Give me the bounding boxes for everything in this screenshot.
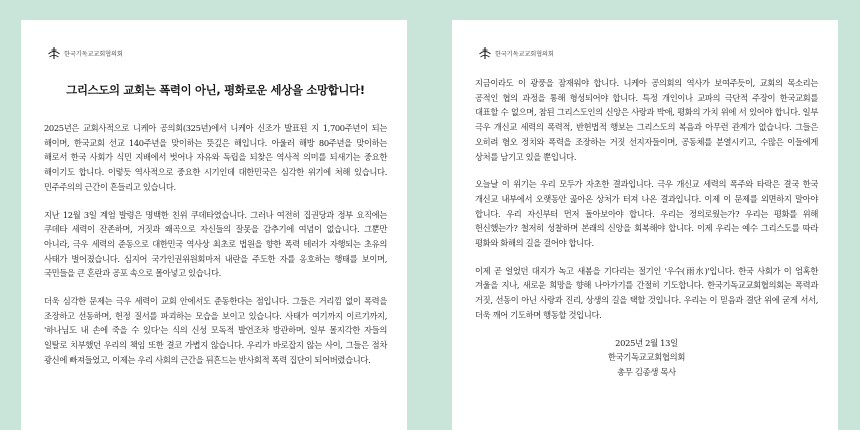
paragraph: 더욱 심각한 문제는 극우 세력이 교회 안에서도 준동한다는 점입니다. 그들은 거리낌 없이 폭력을 조장하고 선동하며, 헌정 질서를 파괴하는 모습을 보이고 있습니다. 사태가 여기까지 이르기까지, '하나님도 내 손에 죽을 수 있다'는 식의 신성 모독적 발언조차 방관하며, 일부 몰지각한 자들의 일탈로 치부했던 우리의 책임 또한 결코 가볍지 않습니다. 우리가 바로잡지 않는 사이, 그들은 점차 광신에 빠져들었고, 이제는 우리 사회의 근간을 뒤흔드는 반사회적 폭력 집단이 되어버렸습니다. xyxy=(44,296,387,365)
signatory-name: 총무 김종생 목사 xyxy=(617,366,676,377)
statement-date: 2025년 2월 13일 xyxy=(615,337,678,348)
letterhead-org-name: 한국기독교교회협의회 xyxy=(64,50,123,58)
paragraph: 오늘날 이 위기는 우리 모두가 자초한 결과입니다. 극우 개신교 세력의 폭주와 타락은 결국 한국 개신교 내부에서 오랫동안 곪아온 상처가 터져 나온 결과입니다. 이제 이 문제를 외면하지 말아야 합니다. 우리 자신부터 먼저 돌아보아야 합니다. 우리는 정의로웠는가? 우리는 평화를 위해 헌신했는가? 철저히 성찰하며 본래의 신앙을 회복해야 합니다. 이제 우리는 예수 그리스도를 따라 평화와 화해의 길을 걸어야 합니다. xyxy=(475,179,818,249)
letterhead-org-name: 한국기독교교회협의회 xyxy=(495,50,554,58)
ncck-logo-icon xyxy=(478,46,492,60)
paragraph: 지금이라도 이 광풍을 잠재워야 합니다. 니케아 공의회의 역사가 보여주듯이, 교회의 목소리는 공적인 협의 과정을 통해 형성되어야 합니다. 특정 개인이나 교파의 극단적 주장이 한국교회를 대표할 수 없으며, 참된 그리스도인의 신앙은 사랑과 박애, 평화의 가치 위에 서 있어야 합니다. 일부 극우 개신교 세력의 폭력적, 반헌법적 행보는 그리스도의 복음과 아무런 관계가 없습니다. 그들은 오히려 혐오 정치와 폭력을 조장하는 거짓 선지자들이며, 공동체를 분열시키고, 수많은 이들에게 상처를 남기고 있을 뿐입니다. xyxy=(475,78,818,162)
signature-org: 한국기독교교회협의회 xyxy=(607,352,686,363)
signature-block xyxy=(475,336,818,380)
statement-page-right xyxy=(452,20,838,430)
paragraph: 이제 곧 얼었던 대지가 녹고 새봄을 기다리는 절기인 '우수(雨水)'입니다. 한국 사회가 이 엄혹한 겨울을 지나, 새로운 희망을 향해 나아가기를 간절히 기도합니다. 한국기독교교회협의회는 폭력과 거짓, 선동이 아닌 사랑과 진리, 상생의 길을 택할 것입니다. 우리는 이 믿음과 결단 위에 굳게 서서, 더욱 깨어 기도하며 행동할 것입니다. xyxy=(475,265,818,320)
paragraph: 2025년은 교회사적으로 니케아 공의회(325년)에서 니케아 신조가 발표된 지 1,700주년이 되는 해이며, 한국교회 선교 140주년을 맞이하는 뜻깊은 해입니다. 아울러 해방 80주년을 맞이하는 해로서 한국 사회가 식민 지배에서 벗어나 자유와 독립을 되찾은 역사적 의미를 되새기는 중요한 해이기도 합니다. 이렇듯 역사적으로 중요한 시기인데 대한민국은 심각한 위기에 처해 있습니다. 민주주의의 근간이 흔들리고 있습니다. xyxy=(44,123,387,192)
letterhead xyxy=(478,46,818,60)
paragraph: 지난 12월 3일 계엄 발령은 명백한 친위 쿠데타였습니다. 그러나 여전히 집권당과 정부 요직에는 쿠데타 세력이 잔존하며, 거짓과 왜곡으로 자신들의 잘못을 감추기에 여념이 없습니다. 그뿐만 아니라, 극우 세력의 준동으로 대한민국 역사상 최초로 법원을 향한 폭력 테러가 자행되는 초유의 사태가 벌어졌습니다. 심지어 국가인권위원회마저 내란을 주도한 자를 옹호하는 행태를 보이며, 국민들을 큰 혼란과 공포 속으로 몰아넣고 있습니다. xyxy=(44,209,387,279)
ncck-logo-icon xyxy=(47,46,61,60)
statement-title: 그리스도의 교회는 폭력이 아닌, 평화로운 세상을 소망합니다! xyxy=(66,83,365,97)
letterhead xyxy=(47,46,387,60)
statement-page-left xyxy=(21,20,407,430)
